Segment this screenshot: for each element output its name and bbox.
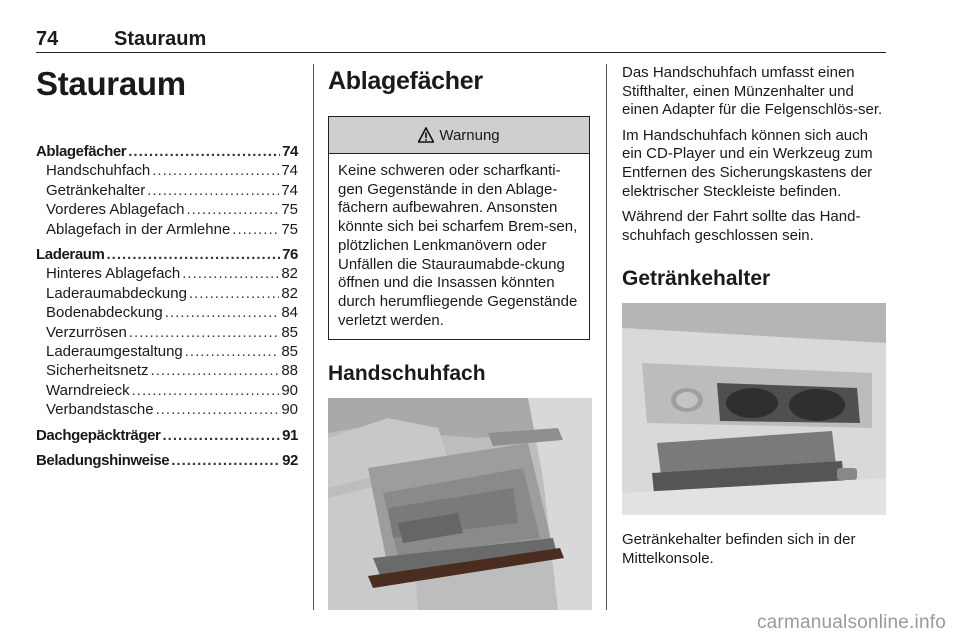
warning-text: Keine schweren oder scharfkanti-gen Gegenstände in den Ablage-fächern aufbewahren. Ansonsten könnte sich bei scharfem Brem-sen, plötzlichen Lenkmanövern oder Unfällen die Stauraumabde-ckung öffnen und die Insassen könnten durch herumfliegende Gegenstände verletzt werden. xyxy=(338,162,578,329)
toc-entry-label: Ablagefächer xyxy=(36,143,127,160)
toc-entry-label: Verbandstasche xyxy=(46,401,154,419)
toc-entry-label: Laderaumabdeckung xyxy=(46,284,187,302)
column-right xyxy=(622,64,886,569)
toc-entry-label: Laderaum xyxy=(36,246,105,264)
toc-entry[interactable] xyxy=(36,181,298,200)
toc-entry-page: 90 xyxy=(281,381,298,399)
toc-leader-dots xyxy=(156,400,280,419)
toc-entry-label: Hinteres Ablagefach xyxy=(46,265,181,283)
toc-leader-dots xyxy=(186,200,279,219)
chapter-title: Stauraum xyxy=(36,65,186,102)
warning-header xyxy=(329,117,589,154)
toc-entry-label: Verzurrösen xyxy=(46,323,127,341)
glovebox-driving-note: Während der Fahrt sollte das Hand-schuhfach geschlossen sein. xyxy=(622,208,861,244)
toc-leader-dots xyxy=(232,220,279,239)
toc-entry-label: Bodenabdeckung xyxy=(46,304,163,322)
toc-entry-page: 74 xyxy=(281,181,298,199)
glovebox-contents: Im Handschuhfach können sich auch ein CD-Player und ein Werkzeug zum Entfernen des Sicherungskastens der elektrischer Steckleiste befinden. xyxy=(622,126,873,200)
toc-entry[interactable] xyxy=(36,381,298,400)
page-number: 74 xyxy=(36,28,59,50)
toc-entry-page: 85 xyxy=(281,323,298,341)
toc-leader-dots xyxy=(182,264,279,283)
toc-entry[interactable] xyxy=(36,323,298,342)
toc-entry[interactable] xyxy=(36,426,298,445)
cupholder-title: Getränkehalter xyxy=(622,267,771,291)
toc-entry-page: 92 xyxy=(282,452,298,470)
toc-entry-label: Laderaumgestaltung xyxy=(46,343,183,361)
column-divider-1 xyxy=(313,64,314,610)
toc-leader-dots xyxy=(107,245,281,264)
toc-leader-dots xyxy=(129,323,279,342)
glovebox-title: Handschuhfach xyxy=(328,362,486,386)
toc-entry[interactable] xyxy=(36,200,298,219)
running-title: Stauraum xyxy=(114,28,207,50)
toc-leader-dots xyxy=(171,451,280,470)
toc-leader-dots xyxy=(165,303,280,322)
toc-entry-page: 84 xyxy=(281,304,298,322)
warning-label: Warnung xyxy=(439,126,500,144)
glovebox-description: Das Handschuhfach umfasst einen Stifthalter, einen Münzenhalter und einen Adapter für die Felgenschlös-ser. xyxy=(622,64,883,119)
toc-entry-label: Ablagefach in der Armlehne xyxy=(46,220,231,238)
toc-leader-dots xyxy=(128,142,280,161)
toc-entry-label: Beladungshinweise xyxy=(36,452,170,470)
toc-entry[interactable] xyxy=(36,342,298,361)
column-main xyxy=(328,64,592,610)
toc-entry[interactable] xyxy=(36,220,298,239)
toc-entry-page: 74 xyxy=(281,162,298,180)
toc-entry-label: Vorderes Ablagefach xyxy=(46,201,185,219)
toc-entry-label: Handschuhfach xyxy=(46,162,151,180)
toc-entry-page: 76 xyxy=(282,246,298,264)
toc-entry-page: 82 xyxy=(281,284,298,302)
toc-entry[interactable] xyxy=(36,400,298,419)
toc-entry[interactable] xyxy=(36,284,298,303)
column-toc xyxy=(36,64,298,471)
toc-entry-page: 74 xyxy=(282,143,298,160)
toc-entry[interactable] xyxy=(36,451,298,470)
toc-entry[interactable] xyxy=(36,264,298,283)
toc-leader-dots xyxy=(189,284,279,303)
toc-entry-label: Dachgepäckträger xyxy=(36,426,161,444)
toc-entry-label: Getränkehalter xyxy=(46,181,146,199)
glovebox-photo xyxy=(328,398,592,610)
toc-leader-dots xyxy=(185,342,280,361)
toc-entry[interactable] xyxy=(36,142,298,161)
toc-leader-dots xyxy=(132,381,280,400)
toc-leader-dots xyxy=(147,181,279,200)
toc-leader-dots xyxy=(152,161,279,180)
cupholder-caption: Getränkehalter befinden sich in der Mittelkonsole. xyxy=(622,531,856,567)
section-title: Ablagefächer xyxy=(328,67,483,95)
table-of-contents xyxy=(36,142,298,471)
toc-entry[interactable] xyxy=(36,303,298,322)
toc-entry-page: 88 xyxy=(281,362,298,380)
toc-entry[interactable] xyxy=(36,361,298,380)
warning-box xyxy=(328,116,590,340)
watermark: carmanualsonline.info xyxy=(756,612,946,633)
toc-entry-label: Warndreieck xyxy=(46,381,130,399)
toc-entry-page: 82 xyxy=(281,265,298,283)
toc-entry-page: 91 xyxy=(282,426,298,444)
toc-entry-page: 75 xyxy=(281,201,298,219)
toc-entry[interactable] xyxy=(36,245,298,264)
column-divider-2 xyxy=(606,64,607,610)
toc-entry-page: 75 xyxy=(281,220,298,238)
toc-entry-label: Sicherheitsnetz xyxy=(46,362,149,380)
toc-leader-dots xyxy=(163,426,281,445)
toc-entry-page: 85 xyxy=(281,343,298,361)
toc-entry-page: 90 xyxy=(281,401,298,419)
warning-triangle-icon xyxy=(418,127,434,143)
toc-leader-dots xyxy=(151,361,280,380)
toc-entry[interactable] xyxy=(36,161,298,180)
page-header xyxy=(36,28,886,53)
cupholder-photo xyxy=(622,303,886,515)
